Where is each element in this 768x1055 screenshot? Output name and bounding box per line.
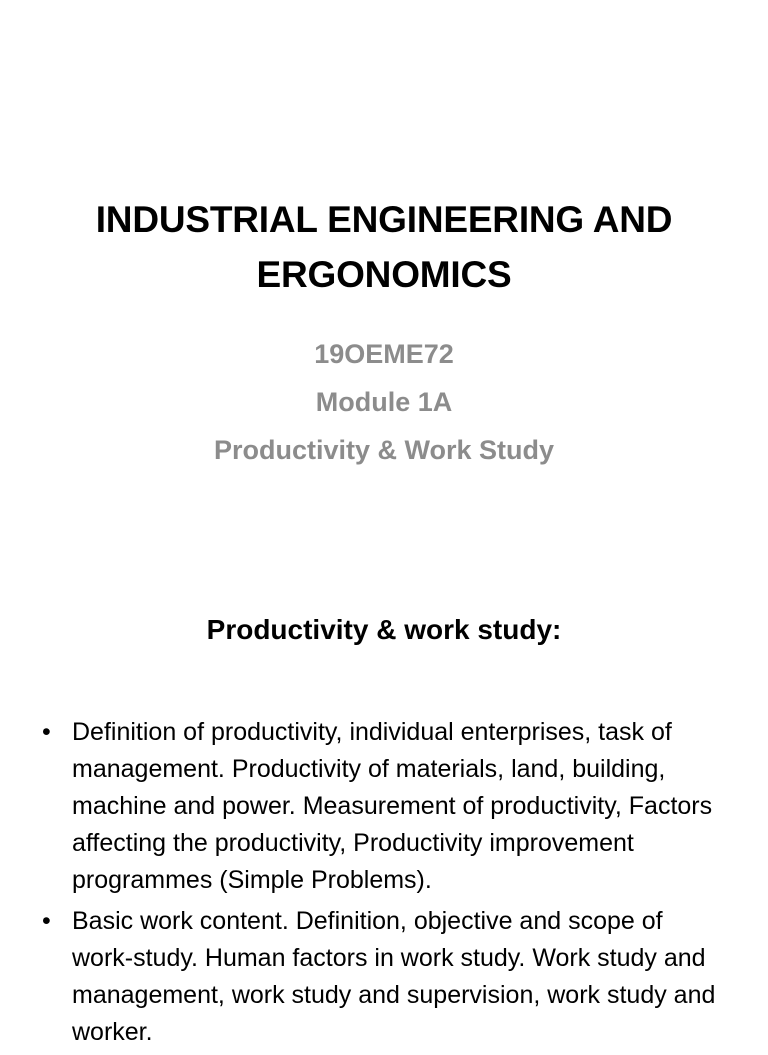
- slide-title-line-2: ERGONOMICS: [256, 254, 512, 295]
- bullet-icon: •: [42, 907, 51, 935]
- module-label: Module 1A: [315, 387, 453, 417]
- slide-title: [40, 192, 728, 302]
- bullet-list: [40, 714, 728, 1055]
- slide-title-line-1: INDUSTRIAL ENGINEERING AND: [95, 199, 673, 240]
- slide-subtitle: [40, 330, 728, 474]
- bullet-item: [40, 903, 728, 1051]
- bullet-text: Basic work content. Definition, objective and scope of work-study. Human factors in work study. Work study and management, work study and supervision, work study and worker.: [72, 907, 716, 1046]
- bullet-item: [40, 714, 728, 899]
- bullet-text: Definition of productivity, individual enterprises, task of management. Productivity of materials, land, building, machine and power. Measurement of productivity, Factors affecting the productivity, Productivity improvement programmes (Simple Problems).: [72, 718, 713, 894]
- content-slide: [0, 576, 768, 1046]
- content-slide-heading: Productivity & work study:: [206, 614, 562, 645]
- bullet-icon: •: [42, 718, 51, 746]
- module-topic: Productivity & Work Study: [213, 435, 555, 465]
- course-code: 19OEME72: [314, 339, 454, 369]
